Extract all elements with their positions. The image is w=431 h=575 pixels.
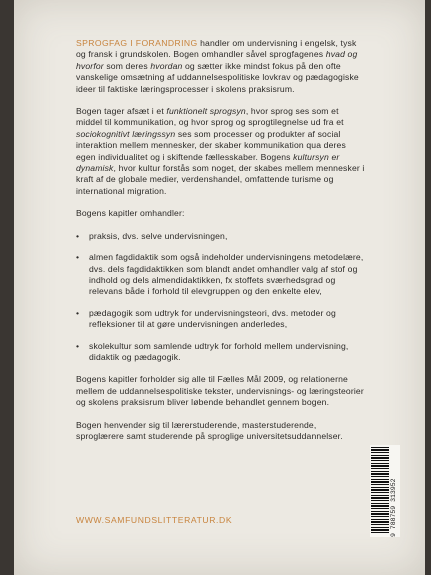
intro-emphasis-1: hvad og hvorfor [76,49,358,71]
list-item [76,252,366,298]
approach-paragraph [76,106,366,197]
chapters-list [76,231,366,364]
approach-emphasis-1: funktionelt sprogsyn [166,106,246,117]
approach-text-3: ses som processer og produkter af social interaktion mellem mennesker, der skaber kommunikation qua deres egen individualitet og i skiftende fællesskaber. Bogens [76,128,346,162]
approach-text-1: Bogen tager afsæt i et [76,106,167,117]
list-item-text: praksis, dvs. selve undervisningen, [89,230,228,241]
audience-paragraph: Bogen henvender sig til lærerstuderende, masterstuderende, sproglærere samt studerende på sproglige universitetsuddannelser. [76,419,343,441]
list-item-text: skolekultur som samlende udtryk for forhold mellem undervisning, didaktik og pædagogik. [89,340,349,362]
approach-text-4: , hvor kultur forstås som noget, der skabes mellem mennesker i kraft af de globale medier, verdenshandel, omfattende turisme og international migration. [76,163,365,196]
approach-emphasis-2: sociokognitivt læringssyn [76,128,176,139]
bullet-icon: • [76,340,80,351]
list-item [76,308,366,331]
relations-paragraph: Bogens kapitler forholder sig alle til Fælles Mål 2009, og relationerne mellem de uddannelsespolitiske tekster, undervisnings- og læringsteorier og skolens praksisrum bliver løbende behandlet gennem bogen. [76,374,364,408]
list-item-text: pædagogik som udtryk for undervisningsteori, dvs. metoder og refleksioner til at gøre undervisningen anderledes, [89,307,336,330]
approach-text-2: , hvor sprog ses som et middel til kommunikation, og hvor sprog og sprogtilegnelse ud fra et [76,106,344,128]
isbn-barcode [370,445,400,537]
list-item [76,341,366,364]
intro-text-1: handler om undervisning i engelsk, tysk og fransk i grundskolen. Bogen omhandler såvel sprogfagenes [76,38,357,60]
bullet-icon: • [76,252,80,263]
list-item [76,231,366,242]
cover-text [76,38,366,453]
publisher-url: WWW.SAMFUNDSLITTERATUR.DK [76,515,233,525]
chapters-heading: Bogens kapitler omhandler: [76,208,185,219]
intro-text-3: og sætter ikke mindst fokus på den ofte vanskelige omsætning af uddannelsespolitiske lovkrav og pædagogiske ideer til faktiske læringsprocesser i skolens praksisrum. [76,60,359,94]
barcode-bars [371,447,389,535]
barcode-digits: 9 788759 313952 [390,478,397,537]
book-title: SPROGFAG I FORANDRING [76,38,198,48]
list-item-text: almen fagdidaktik som også indeholder undervisningens metodelære, dvs. dels fagdidaktikken som blandt andet omhandler valg af stof og indhold og dels almendidaktikken, fx stoffets sværhedsgrad og relevans både i forhold til elevgruppen og den enkelte elev, [89,252,364,297]
bullet-icon: • [76,307,80,318]
bullet-icon: • [76,230,80,241]
book-back-cover [14,0,425,575]
intro-paragraph [76,38,366,95]
approach-emphasis-3: kultursyn er dynamisk [76,151,340,174]
intro-text-2: som deres [103,60,151,71]
intro-emphasis-2: hvordan [150,60,183,71]
